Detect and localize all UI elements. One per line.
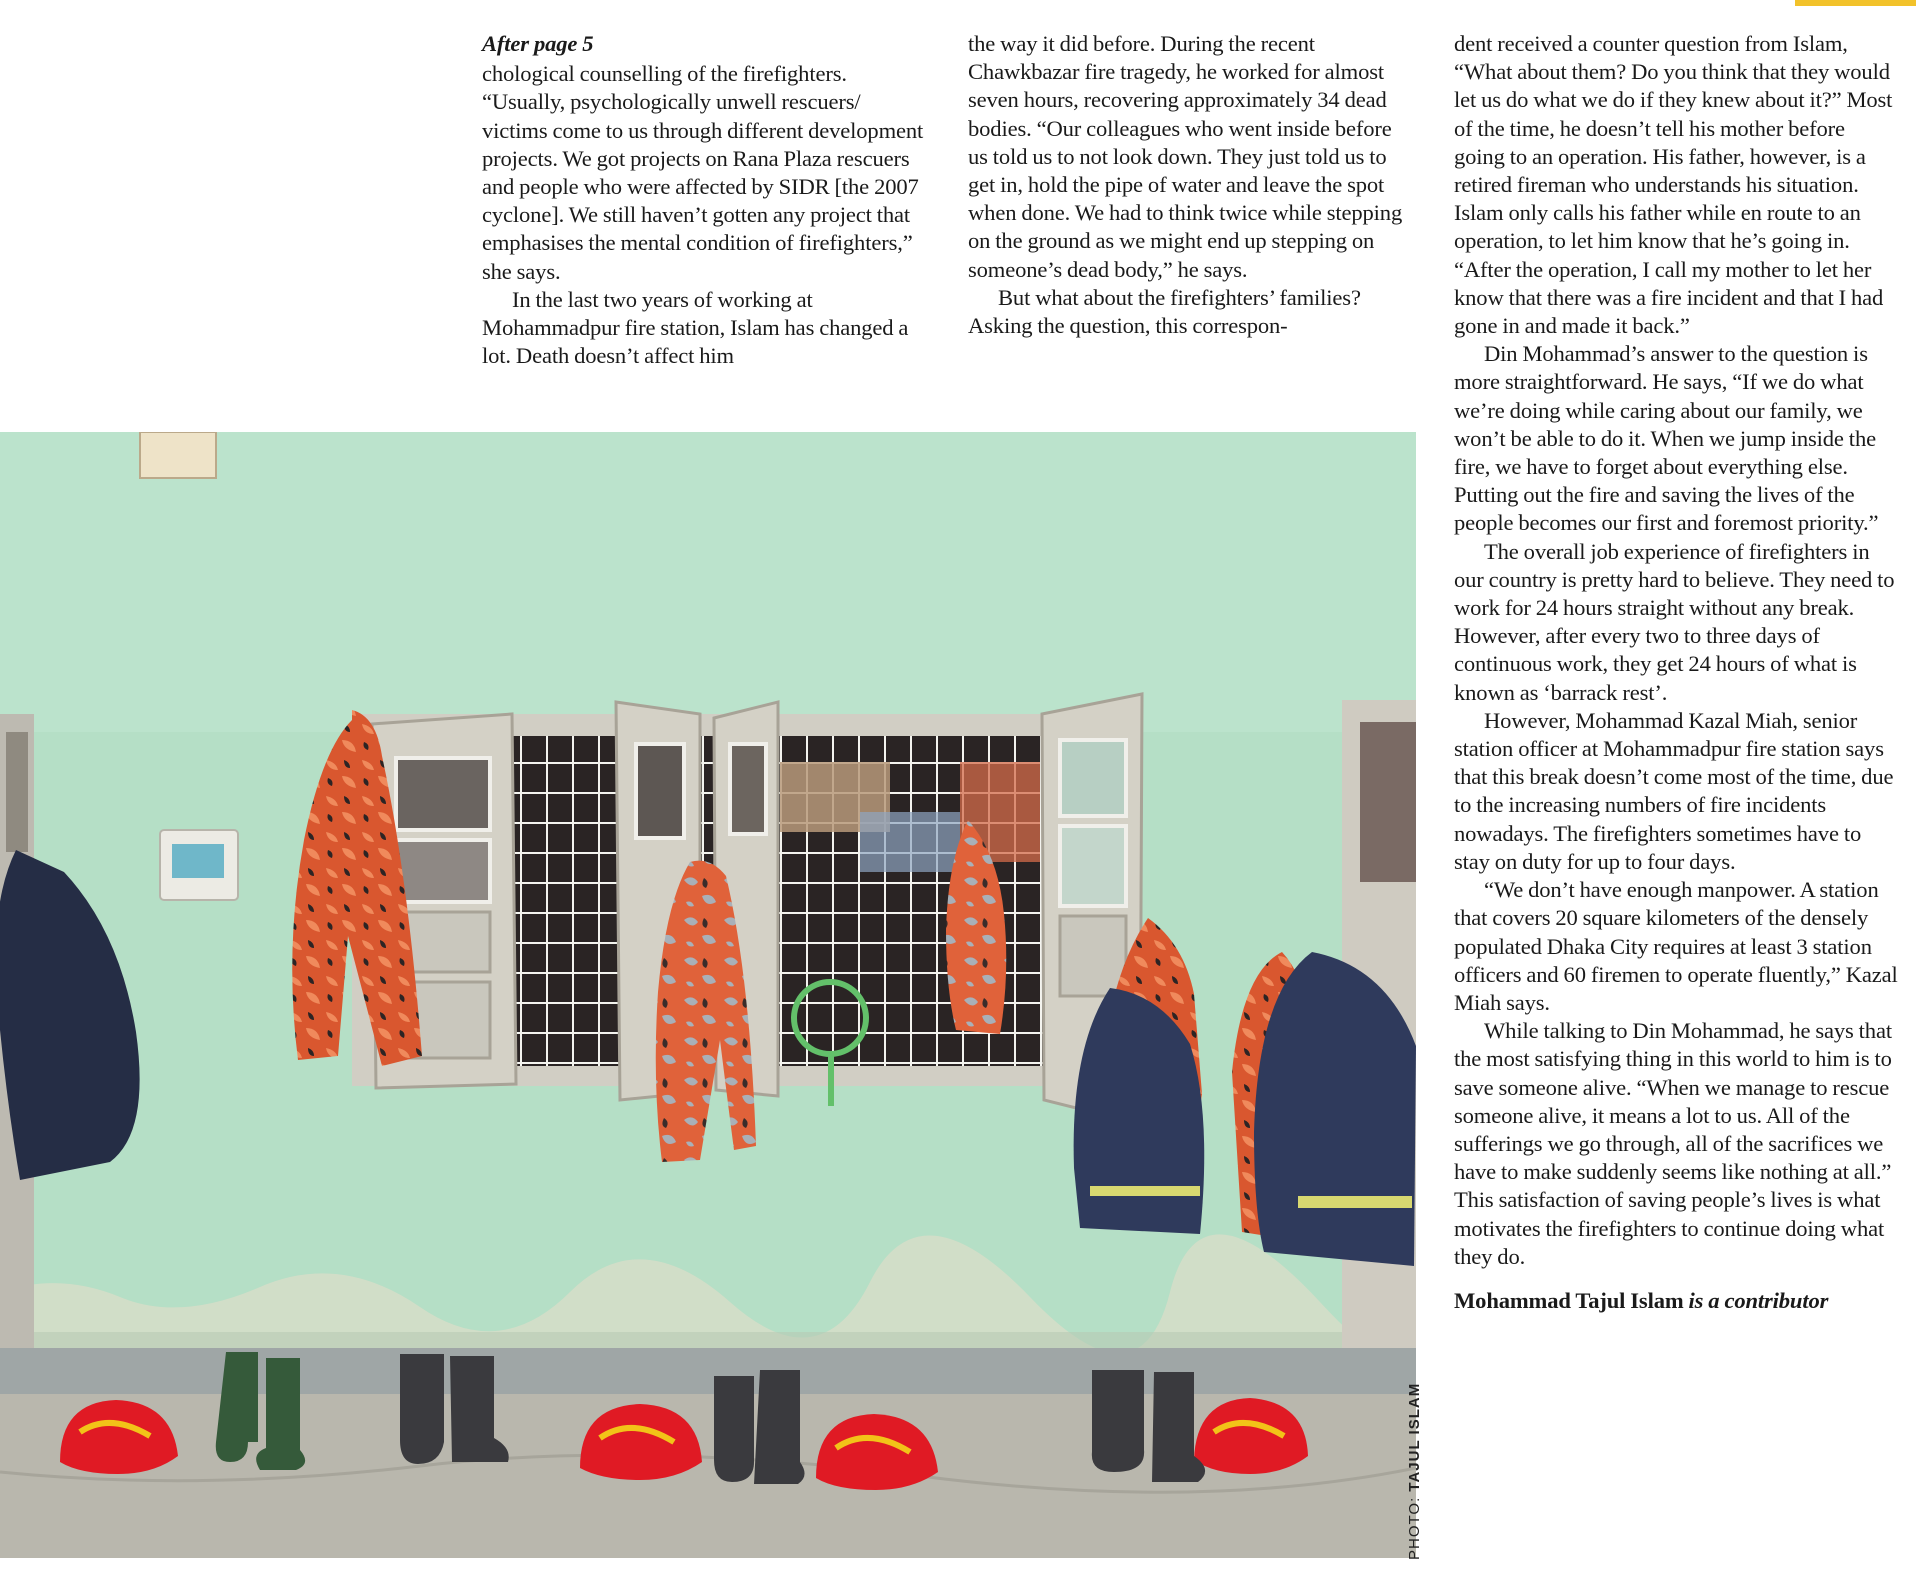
paragraph: Din Mohammad’s answer to the question is more straightforward. He says, “If we do what we’re doing while caring about our family, we won’t be able to do it. When we jump inside the fire, we have to forget about everything else. Putting out the fire and saving the lives of the people becomes our first and foremost priority.”	[1454, 341, 1879, 536]
paragraph: In the last two years of working at Mohammadpur fire station, Islam has changed a lot. Death doesn’t affect him	[482, 286, 909, 369]
article-photo	[0, 432, 1416, 1558]
floor-step	[0, 1348, 1416, 1394]
author-role: is a contributor	[1688, 1287, 1829, 1313]
photo-credit: PHOTO: TAJUL ISLAM	[1406, 1382, 1423, 1560]
paragraph: While talking to Din Mohammad, he says that the most satisfying thing in this world to him is to save someone alive. “When we manage to rescue someone alive, it means a lot to us. All of the sufferings we go through, all of the sacrifices we have to make suddenly seems like nothing at all.” This satisfaction of saving people’s lives is what motivates the firefighters to continue doing what they do.	[1454, 1018, 1892, 1269]
paragraph: The overall job experience of firefighters in our country is pretty hard to believe. They need to work for 24 hours straight without any break. However, after every two to three days of continuous work, they get 24 hours of what is known as ‘barrack rest’.	[1454, 538, 1895, 705]
paragraph: chological counselling of the firefighters. “Usually, psychologically unwell rescuers/ victims come to us through different development projects. We got projects on Rana Plaza rescuers and people who were affected by SIDR [the 2007 cyclone]. We still haven’t gotten any project that emphasises the mental condition of firefighters,” she says.	[482, 61, 924, 284]
paragraph: dent received a counter question from Islam, “What about them? Do you think that they would let us do what we do if they knew about it?” Most of the time, he doesn’t tell his mother before going to an operation. His father, however, is a retired fireman who understands his situation. Islam only calls his father while en route to an operation, to let him know that he’s going in. “After the operation, I call my mother to let her know that there was a fire incident and that I had gone in and made it back.”	[1454, 31, 1893, 339]
paragraph: the way it did before. During the recent Chawkbazar fire tragedy, he worked for almost seven hours, recovering approximately 34 dead bodies. “Our colleagues who went inside before us told us to not look down. They just told us to get in, hold the pipe of water and leave the spot when done. We had to think twice while stepping on the ground as we might end up stepping on someone’s dead body,” he says.	[968, 31, 1403, 282]
article-column-2	[968, 30, 1414, 340]
wall-panel	[140, 432, 216, 478]
article-column-3	[1454, 30, 1900, 1315]
paragraph: “We don’t have enough manpower. A station that covers 20 square kilometers of the densely populated Dhaka City requires at least 3 station officers and 60 firemen to operate fluently,” Kazal Miah says.	[1454, 877, 1898, 1015]
leather-boots	[714, 1370, 805, 1484]
paragraph: But what about the firefighters’ families? Asking the question, this correspon-	[968, 284, 1361, 339]
continuation-kicker: After page 5	[482, 31, 594, 56]
paragraph: However, Mohammad Kazal Miah, senior station officer at Mohammadpur fire station says that this break doesn’t come most of the time, due to the increasing numbers of fire incidents nowadays. The firefighters sometimes have to stay on duty for up to four days.	[1454, 707, 1894, 874]
page-corner-tab	[1795, 0, 1916, 6]
author-byline	[1454, 1287, 1900, 1315]
author-name: Mohammad Tajul Islam	[1454, 1287, 1684, 1313]
leather-boots	[400, 1354, 509, 1464]
article-column-1	[482, 30, 928, 370]
